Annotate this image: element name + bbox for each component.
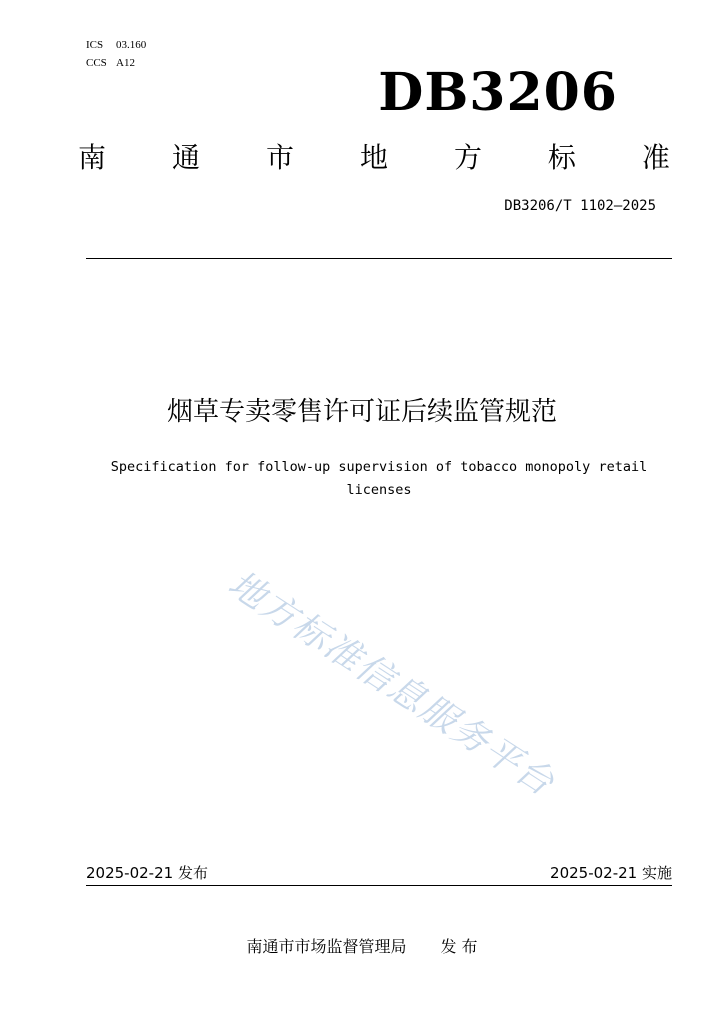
standard-type-char: 标 (547, 141, 576, 174)
bottom-divider (86, 885, 672, 886)
standard-type-char: 方 (453, 141, 482, 174)
standard-type-char: 准 (641, 141, 670, 174)
classification-codes (86, 36, 146, 72)
english-title-line-2: licenses (346, 482, 412, 498)
standard-type-char: 通 (171, 141, 200, 174)
ccs-label: CCS (86, 57, 107, 69)
publish-date: 2025-02-21 发布 (86, 864, 208, 882)
english-title-line-1: Specification for follow-up supervision of tobacco monopoly retail (110, 459, 648, 475)
ccs-row (86, 54, 146, 72)
ics-value: 03.160 (116, 39, 147, 51)
ccs-value: A12 (116, 57, 135, 69)
ics-label: ICS (86, 39, 104, 51)
english-title (94, 456, 664, 502)
issue-action: 发 布 (440, 937, 478, 956)
issuer-line (0, 934, 724, 957)
standard-type-title (78, 138, 670, 178)
issuer-name: 南通市市场监督管理局 (246, 937, 407, 956)
document-number: DB3206/T 1102—2025 (504, 198, 656, 214)
ics-row (86, 36, 146, 54)
top-divider (86, 258, 672, 259)
db-logo: DB3206 (378, 62, 618, 123)
implement-date: 2025-02-21 实施 (550, 864, 672, 882)
standard-type-char: 地 (359, 141, 388, 174)
standard-type-char: 市 (265, 141, 294, 174)
chinese-title: 烟草专卖零售许可证后续监管规范 (166, 397, 557, 427)
watermark: 地方标准信息服务平台 (220, 563, 562, 805)
standard-type-char: 南 (78, 141, 107, 174)
